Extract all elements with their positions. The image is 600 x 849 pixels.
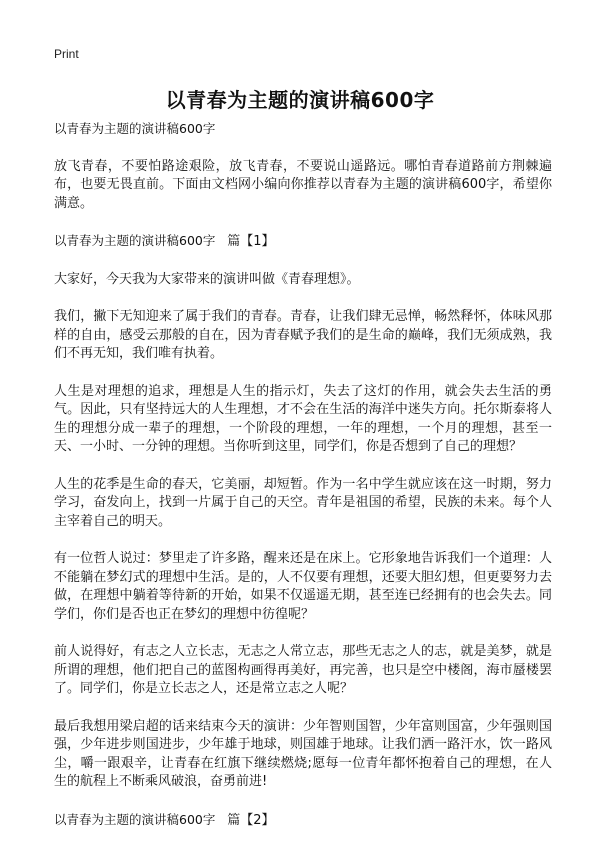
paragraph-philosopher: 有一位哲人说过：梦里走了许多路，醒来还是在床上。它形象地告诉我们一个道理：人不能躺在梦幻式的理想中生活。是的，人不仅要有理想，还要大胆幻想，但更要努力去做，在理想中躺着等待新的开始，如果不仅遥遥无期，甚至连已经拥有的也会失去。同学们，你们是否也正在梦幻的理想中彷徨呢？ — [54, 551, 552, 622]
paragraph-greeting: 大家好，今天我为大家带来的演讲叫做《青春理想》。 — [54, 271, 360, 287]
paragraph-ambition: 前人说得好，有志之人立长志，无志之人常立志，那些无志之人的志，就是美梦，就是所谓的理想，他们把自己的蓝图构画得再美好，再完善，也只是空中楼阁，海市蜃楼罢了。同学们，你是立长志之人，还是常立志之人呢？ — [54, 644, 552, 696]
paragraph-conclusion: 最后我想用梁启超的话来结束今天的演讲：少年智则国智，少年富则国富，少年强则国强，少年进步则国进步，少年雄于地球，则国雄于地球。让我们洒一路汗水，饮一路风尘，嚼一跟艰辛，让青春在红旗下继续燃烧;愿每一位青年都怀抱着自己的理想，在人生的航程上不断乘风破浪，奋勇前进! — [54, 718, 552, 789]
section-2-label: 以青春为主题的演讲稿600字 — [54, 811, 216, 827]
document-subtitle: 以青春为主题的演讲稿600字 — [54, 121, 216, 136]
section-1-heading — [54, 232, 552, 252]
print-link[interactable]: Print — [54, 47, 79, 61]
section-1-number: 篇【1】 — [227, 234, 275, 249]
document-title: 以青春为主题的演讲稿600字 — [165, 88, 435, 112]
intro-paragraph: 放飞青春，不要怕路途艰险，放飞青春，不要说山遥路远。哪怕青春道路前方荆棘遍布，也要无畏直前。下面由文档网小编向你推荐以青春为主题的演讲稿600字，希望你满意。 — [54, 158, 552, 211]
section-2-heading — [54, 811, 552, 831]
document-body — [54, 120, 552, 849]
section-2-number: 篇【2】 — [227, 812, 275, 828]
paragraph-spring: 人生的花季是生命的春天，它美丽，却短暂。作为一名中学生就应该在这一时期，努力学习，奋发向上，找到一片属于自己的天空。青年是祖国的希望，民族的未来。每个人主宰着自己的明天。 — [54, 476, 552, 529]
paragraph-youth: 我们，撇下无知迎来了属于我们的青春。青春，让我们肆无忌惮，畅然释怀，体味风那样的自由，感受云那般的自在，因为青春赋予我们的是生命的巅峰，我们无须成熟，我们不再无知，我们唯有执着。 — [54, 309, 552, 361]
section-1-label: 以青春为主题的演讲稿600字 — [54, 233, 216, 248]
paragraph-ideal: 人生是对理想的追求，理想是人生的指示灯，失去了这灯的作用，就会失去生活的勇气。因此，只有坚持远大的人生理想，才不会在生活的海洋中迷失方向。托尔斯泰将人生的理想分成一辈子的理想，一个阶段的理想，一年的理想，一个月的理想，甚至一天、一小时、一分钟的理想。当你听到这里，同学们，你是否想到了自己的理想？ — [54, 383, 552, 454]
